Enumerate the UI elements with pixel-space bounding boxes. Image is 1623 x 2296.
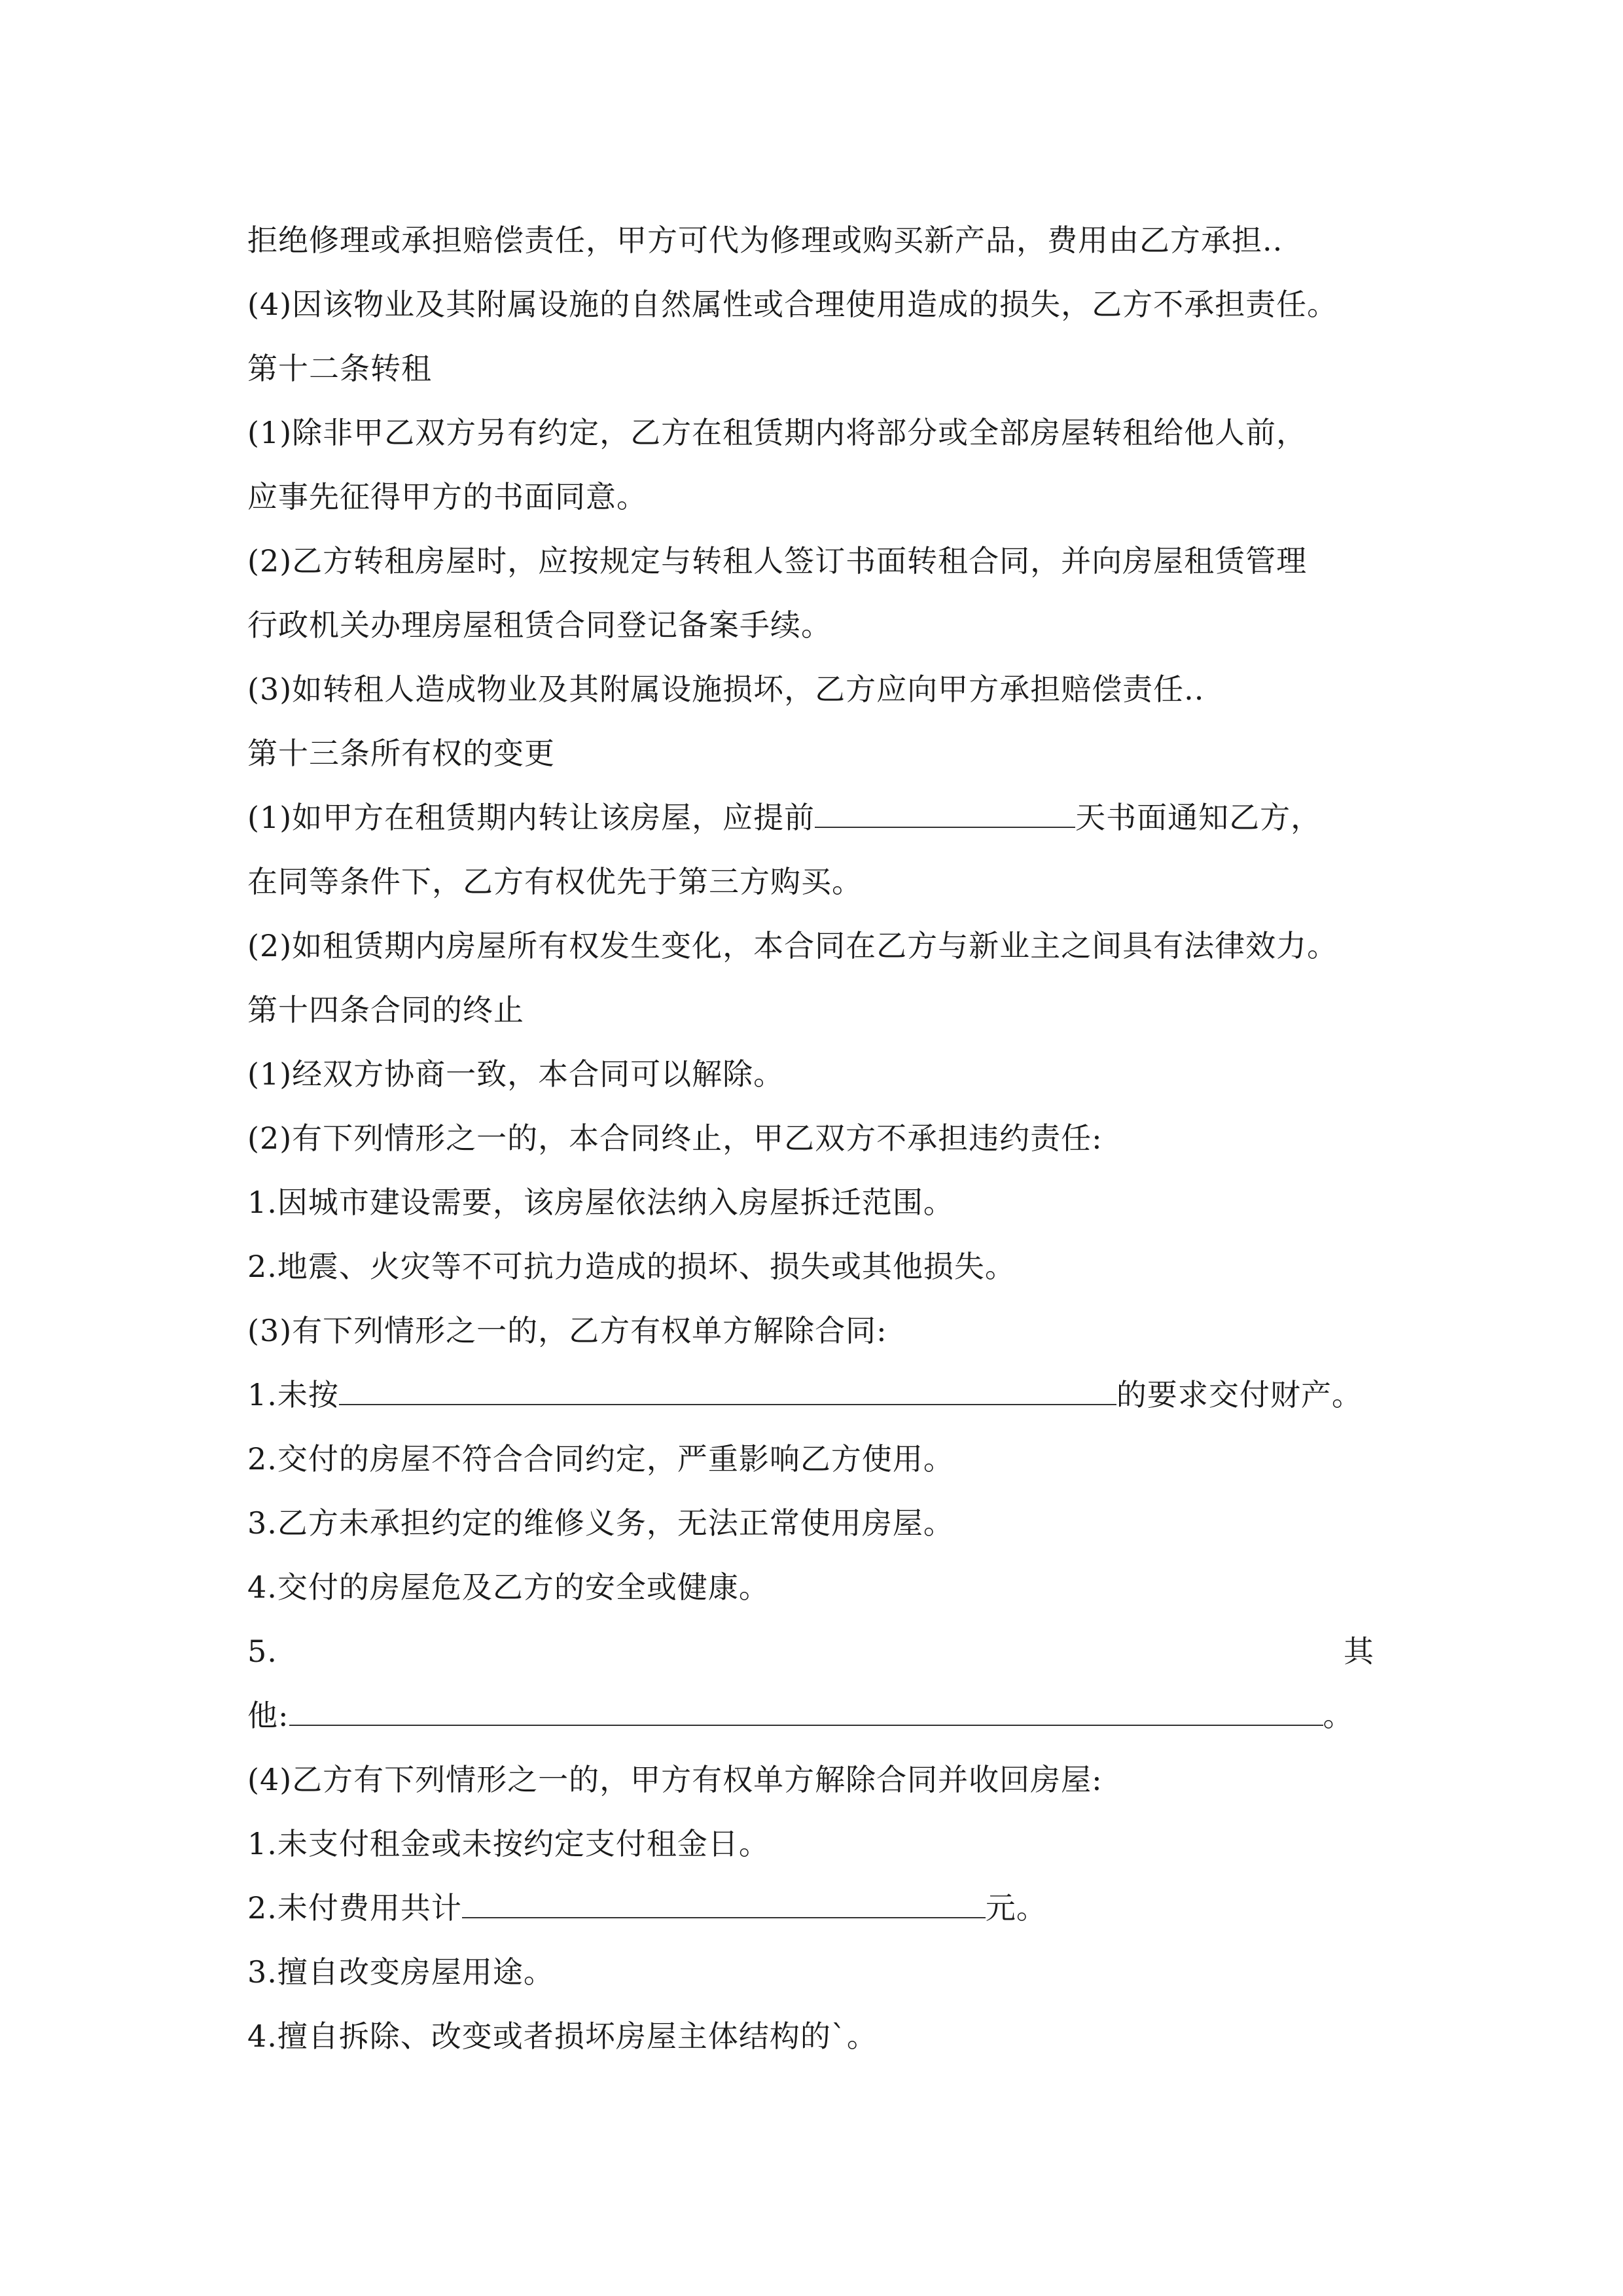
text-line: 2.交付的房屋不符合合同约定，严重影响乙方使用。 — [247, 1441, 954, 1477]
document-page — [247, 208, 1374, 2068]
fill-in-blank[interactable] — [339, 1365, 1116, 1405]
text-line: (2)如租赁期内房屋所有权发生变化，本合同在乙方与新业主之间具有法律效力。 — [247, 928, 1338, 963]
text-line: 在同等条件下，乙方有权优先于第三方购买。 — [247, 864, 863, 899]
text-line-with-blank — [247, 1363, 1374, 1427]
text-segment: 他: — [247, 1698, 289, 1733]
text-segment: 元。 — [985, 1890, 1047, 1926]
fill-in-blank[interactable] — [462, 1878, 986, 1918]
text-line: (4)乙方有下列情形之一的，甲方有权单方解除合同并收回房屋: — [247, 1762, 1103, 1797]
fill-in-blank[interactable] — [289, 1685, 1323, 1726]
text-segment: 2.未付费用共计 — [247, 1890, 462, 1926]
text-segment: 。 — [1323, 1698, 1354, 1733]
text-line: (4)因该物业及其附属设施的自然属性或合理使用造成的损失，乙方不承担责任。 — [247, 287, 1338, 322]
text-line: 1.因城市建设需要，该房屋依法纳入房屋拆迁范围。 — [247, 1185, 954, 1220]
text-line: (3)有下列情形之一的，乙方有权单方解除合同: — [247, 1313, 887, 1348]
text-line: 3.乙方未承担约定的维修义务，无法正常使用房屋。 — [247, 1505, 954, 1541]
text-segment: 其 — [1344, 1634, 1374, 1669]
text-line: 1.未支付租金或未按约定支付租金日。 — [247, 1826, 770, 1861]
text-segment: 5. — [247, 1634, 277, 1669]
text-line: (3)如转租人造成物业及其附属设施损坏，乙方应向甲方承担赔偿责任.. — [247, 672, 1205, 707]
text-line: (2)乙方转租房屋时，应按规定与转租人签订书面转租合同，并向房屋租赁管理 — [247, 543, 1308, 579]
section-heading: 第十四条合同的终止 — [247, 992, 524, 1028]
text-line: 3.擅自改变房屋用途。 — [247, 1954, 554, 1990]
section-heading: 第十二条转租 — [247, 351, 432, 386]
text-line: 2.地震、火灾等不可抗力造成的损坏、损失或其他损失。 — [247, 1249, 1016, 1284]
text-segment: 天书面通知乙方， — [1075, 800, 1322, 835]
fill-in-blank[interactable] — [815, 787, 1075, 828]
text-line-with-blank — [247, 1876, 1374, 1940]
text-line: (2)有下列情形之一的，本合同终止，甲乙双方不承担违约责任: — [247, 1121, 1103, 1156]
text-line: 拒绝修理或承担赔偿责任，甲方可代为修理或购买新产品，费用由乙方承担.. — [247, 223, 1283, 258]
text-line: (1)除非甲乙双方另有约定，乙方在租赁期内将部分或全部房屋转租给他人前， — [247, 415, 1308, 450]
text-segment: 的要求交付财产。 — [1116, 1377, 1363, 1412]
text-line-with-blank — [247, 785, 1374, 850]
text-segment: 1.未按 — [247, 1377, 339, 1412]
section-heading: 第十三条所有权的变更 — [247, 736, 555, 771]
text-line-justified — [247, 1619, 1374, 1683]
text-line: 应事先征得甲方的书面同意。 — [247, 479, 647, 514]
text-line-with-blank — [247, 1683, 1374, 1748]
text-line: 行政机关办理房屋租赁合同登记备案手续。 — [247, 607, 832, 643]
text-line: 4.交付的房屋危及乙方的安全或健康。 — [247, 1570, 770, 1605]
text-line: 4.擅自拆除、改变或者损坏房屋主体结构的`。 — [247, 2018, 878, 2054]
text-line: (1)经双方协商一致，本合同可以解除。 — [247, 1056, 785, 1092]
text-segment: (1)如甲方在租赁期内转让该房屋，应提前 — [247, 800, 815, 835]
